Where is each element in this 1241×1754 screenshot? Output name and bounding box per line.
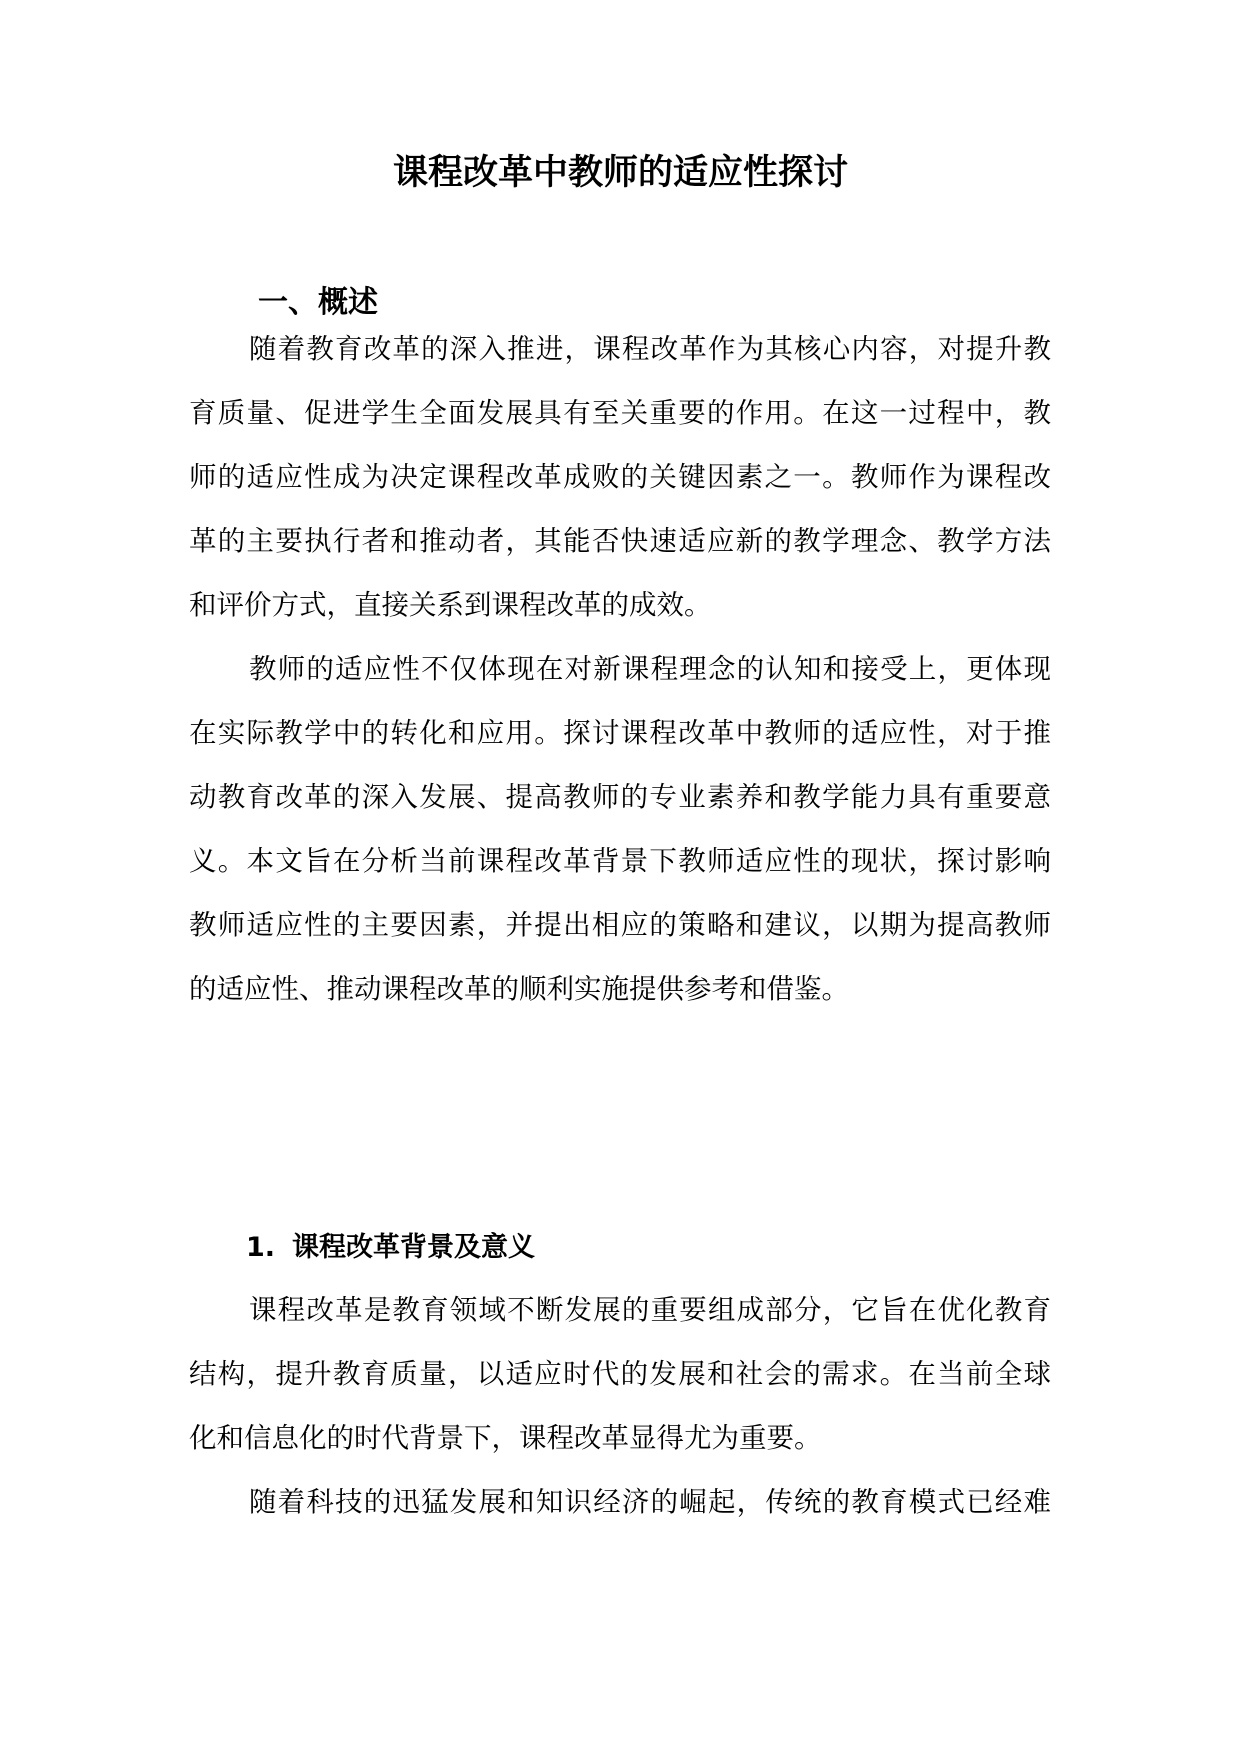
paragraph-line: 随着教育改革的深入推进，课程改革作为其核心内容，对提升教 — [249, 333, 1051, 365]
section-heading: 一、概述 — [258, 285, 378, 320]
paragraph-line: 教师的适应性不仅体现在对新课程理念的认知和接受上，更体现 — [249, 653, 1051, 685]
paragraph-line: 和评价方式，直接关系到课程改革的成效。 — [189, 589, 712, 621]
subsection-heading — [246, 1229, 535, 1267]
paragraph-line: 结构，提升教育质量，以适应时代的发展和社会的需求。在当前全球 — [189, 1358, 1051, 1390]
paragraph-line: 师的适应性成为决定课程改革成败的关键因素之一。教师作为课程改 — [189, 461, 1051, 493]
paragraph-line: 在实际教学中的转化和应用。探讨课程改革中教师的适应性，对于推 — [189, 717, 1051, 749]
paragraph-line: 课程改革是教育领域不断发展的重要组成部分，它旨在优化教育 — [249, 1294, 1051, 1326]
paragraph-line: 育质量、促进学生全面发展具有至关重要的作用。在这一过程中，教 — [189, 397, 1051, 429]
paragraph-line: 教师适应性的主要因素，并提出相应的策略和建议，以期为提高教师 — [189, 909, 1051, 941]
paragraph-line: 化和信息化的时代背景下，课程改革显得尤为重要。 — [189, 1422, 822, 1454]
paragraph-line: 随着科技的迅猛发展和知识经济的崛起，传统的教育模式已经难 — [249, 1486, 1051, 1518]
paragraph-line: 的适应性、推动课程改革的顺利实施提供参考和借鉴。 — [189, 973, 849, 1005]
paragraph-line: 动教育改革的深入发展、提高教师的专业素养和教学能力具有重要意 — [189, 781, 1051, 813]
paragraph-line: 革的主要执行者和推动者，其能否快速适应新的教学理念、教学方法 — [189, 525, 1051, 557]
subsection-title: 课程改革背景及意义 — [292, 1232, 535, 1263]
document-title: 课程改革中教师的适应性探讨 — [392, 153, 848, 193]
subsection-number: 1. — [246, 1232, 276, 1263]
paragraph-line: 义。本文旨在分析当前课程改革背景下教师适应性的现状，探讨影响 — [189, 845, 1051, 877]
